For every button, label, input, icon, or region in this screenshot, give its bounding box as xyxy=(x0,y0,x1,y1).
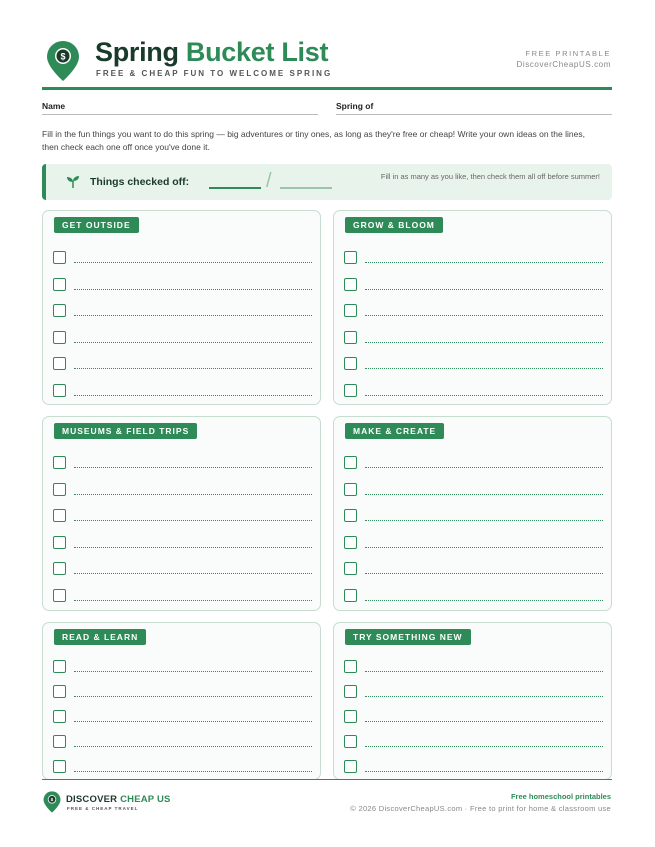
item-checkbox[interactable] xyxy=(53,251,66,264)
list-item xyxy=(53,509,312,523)
list-item xyxy=(344,483,603,497)
item-write-line[interactable] xyxy=(365,342,603,343)
spring-of-label: Spring of xyxy=(336,101,374,111)
section-title: GET OUTSIDE xyxy=(54,217,139,233)
list-item xyxy=(53,685,312,699)
spring-of-field[interactable] xyxy=(336,114,612,115)
list-item xyxy=(53,760,312,774)
section-card xyxy=(333,416,612,611)
section-card xyxy=(333,210,612,405)
list-item xyxy=(53,735,312,749)
list-item xyxy=(344,536,603,550)
list-item xyxy=(344,760,603,774)
item-write-line[interactable] xyxy=(365,746,603,747)
name-field[interactable] xyxy=(42,114,318,115)
section-title: READ & LEARN xyxy=(54,629,146,645)
dollar-map-pin-icon xyxy=(43,790,61,814)
list-item xyxy=(53,278,312,292)
free-printable-label: FREE PRINTABLE xyxy=(525,49,611,58)
header-divider xyxy=(42,87,612,90)
list-item xyxy=(344,710,603,724)
list-item xyxy=(53,710,312,724)
item-write-line[interactable] xyxy=(74,746,312,747)
list-item xyxy=(53,589,312,603)
item-write-line[interactable] xyxy=(365,262,603,263)
item-checkbox[interactable] xyxy=(344,483,357,496)
item-checkbox[interactable] xyxy=(344,251,357,264)
item-write-line[interactable] xyxy=(74,315,312,316)
item-checkbox[interactable] xyxy=(53,760,66,773)
dollar-map-pin-icon xyxy=(46,40,80,82)
site-url: DiscoverCheapUS.com xyxy=(516,60,611,69)
section-card xyxy=(42,622,321,780)
item-write-line[interactable] xyxy=(74,262,312,263)
list-item xyxy=(344,660,603,674)
item-checkbox[interactable] xyxy=(53,562,66,575)
section-card xyxy=(42,210,321,405)
item-checkbox[interactable] xyxy=(344,589,357,602)
item-write-line[interactable] xyxy=(365,600,603,601)
list-item xyxy=(53,483,312,497)
list-item xyxy=(344,735,603,749)
item-write-line[interactable] xyxy=(365,467,603,468)
list-item xyxy=(53,562,312,576)
item-checkbox[interactable] xyxy=(53,483,66,496)
item-checkbox[interactable] xyxy=(53,278,66,291)
page-title xyxy=(95,36,328,68)
item-checkbox[interactable] xyxy=(344,710,357,723)
list-item xyxy=(344,331,603,345)
item-write-line[interactable] xyxy=(74,671,312,672)
item-write-line[interactable] xyxy=(365,771,603,772)
list-item xyxy=(344,562,603,576)
item-checkbox[interactable] xyxy=(344,735,357,748)
total-count-blank[interactable] xyxy=(280,187,332,189)
item-write-line[interactable] xyxy=(365,315,603,316)
section-title: MAKE & CREATE xyxy=(345,423,444,439)
item-checkbox[interactable] xyxy=(53,456,66,469)
list-item xyxy=(344,251,603,265)
item-write-line[interactable] xyxy=(74,395,312,396)
name-label: Name xyxy=(42,101,66,111)
list-item xyxy=(344,304,603,318)
item-write-line[interactable] xyxy=(365,494,603,495)
item-checkbox[interactable] xyxy=(344,304,357,317)
item-write-line[interactable] xyxy=(74,696,312,697)
item-checkbox[interactable] xyxy=(53,357,66,370)
section-title: MUSEUMS & FIELD TRIPS xyxy=(54,423,197,439)
footer-promo: Free homeschool printables xyxy=(510,792,611,801)
item-write-line[interactable] xyxy=(365,395,603,396)
footer-brand-part-1: DISCOVER xyxy=(66,794,118,805)
item-checkbox[interactable] xyxy=(53,589,66,602)
item-checkbox[interactable] xyxy=(53,710,66,723)
item-checkbox[interactable] xyxy=(344,357,357,370)
item-checkbox[interactable] xyxy=(53,735,66,748)
list-item xyxy=(53,384,312,398)
item-write-line[interactable] xyxy=(74,520,312,521)
tracker-note: Fill in as many as you like, then check them all off before summer! xyxy=(380,172,600,181)
item-checkbox[interactable] xyxy=(344,331,357,344)
item-write-line[interactable] xyxy=(365,547,603,548)
list-item xyxy=(53,660,312,674)
item-write-line[interactable] xyxy=(365,671,603,672)
list-item xyxy=(53,304,312,318)
list-item xyxy=(344,357,603,371)
section-title: GROW & BLOOM xyxy=(345,217,443,233)
sprout-icon xyxy=(66,175,80,189)
item-checkbox[interactable] xyxy=(53,536,66,549)
list-item xyxy=(53,456,312,470)
tracker-label: Things checked off: xyxy=(90,176,190,188)
item-write-line[interactable] xyxy=(365,696,603,697)
item-write-line[interactable] xyxy=(74,494,312,495)
item-checkbox[interactable] xyxy=(53,685,66,698)
section-title: TRY SOMETHING NEW xyxy=(345,629,471,645)
footer-tagline: FREE & CHEAP TRAVEL xyxy=(67,806,139,811)
footer-copyright: © 2026 DiscoverCheapUS.com · Free to print for home & classroom use xyxy=(350,804,611,813)
list-item xyxy=(53,331,312,345)
list-item xyxy=(53,251,312,265)
item-checkbox[interactable] xyxy=(344,760,357,773)
item-write-line[interactable] xyxy=(74,573,312,574)
title-part-2: Bucket List xyxy=(185,37,329,67)
checked-count-blank[interactable] xyxy=(209,187,261,189)
list-item xyxy=(344,509,603,523)
item-checkbox[interactable] xyxy=(344,509,357,522)
footer-brand xyxy=(66,794,171,805)
item-checkbox[interactable] xyxy=(344,384,357,397)
checked-off-tracker xyxy=(42,164,612,200)
list-item xyxy=(344,278,603,292)
item-checkbox[interactable] xyxy=(53,331,66,344)
footer-brand-part-2: CHEAP US xyxy=(120,794,171,805)
title-part-1: Spring xyxy=(95,37,179,67)
item-write-line[interactable] xyxy=(365,520,603,521)
item-write-line[interactable] xyxy=(365,573,603,574)
item-checkbox[interactable] xyxy=(53,304,66,317)
item-write-line[interactable] xyxy=(74,368,312,369)
item-checkbox[interactable] xyxy=(53,384,66,397)
item-checkbox[interactable] xyxy=(344,536,357,549)
item-checkbox[interactable] xyxy=(344,562,357,575)
list-item xyxy=(53,536,312,550)
list-item xyxy=(344,456,603,470)
section-card xyxy=(42,416,321,611)
svg-text:$: $ xyxy=(50,798,54,804)
item-write-line[interactable] xyxy=(74,342,312,343)
tracker-separator: / xyxy=(266,170,272,192)
list-item xyxy=(344,384,603,398)
item-write-line[interactable] xyxy=(74,600,312,601)
list-item xyxy=(53,357,312,371)
item-write-line[interactable] xyxy=(74,289,312,290)
item-write-line[interactable] xyxy=(365,368,603,369)
item-write-line[interactable] xyxy=(74,771,312,772)
section-card xyxy=(333,622,612,780)
intro-text: Fill in the fun things you want to do this spring — big adventures or tiny ones, as long as they're free or cheap! Write your own ideas on the lines, then check each one off once you've done it. xyxy=(42,129,585,152)
item-write-line[interactable] xyxy=(365,721,603,722)
svg-text:$: $ xyxy=(60,51,66,62)
page-subtitle: FREE & CHEAP FUN TO WELCOME SPRING xyxy=(96,69,333,78)
item-checkbox[interactable] xyxy=(344,278,357,291)
footer-divider xyxy=(42,779,612,780)
item-checkbox[interactable] xyxy=(344,685,357,698)
item-checkbox[interactable] xyxy=(53,660,66,673)
item-checkbox[interactable] xyxy=(53,509,66,522)
item-write-line[interactable] xyxy=(74,547,312,548)
item-checkbox[interactable] xyxy=(344,660,357,673)
list-item xyxy=(344,685,603,699)
list-item xyxy=(344,589,603,603)
item-write-line[interactable] xyxy=(74,467,312,468)
item-write-line[interactable] xyxy=(365,289,603,290)
item-write-line[interactable] xyxy=(74,721,312,722)
item-checkbox[interactable] xyxy=(344,456,357,469)
